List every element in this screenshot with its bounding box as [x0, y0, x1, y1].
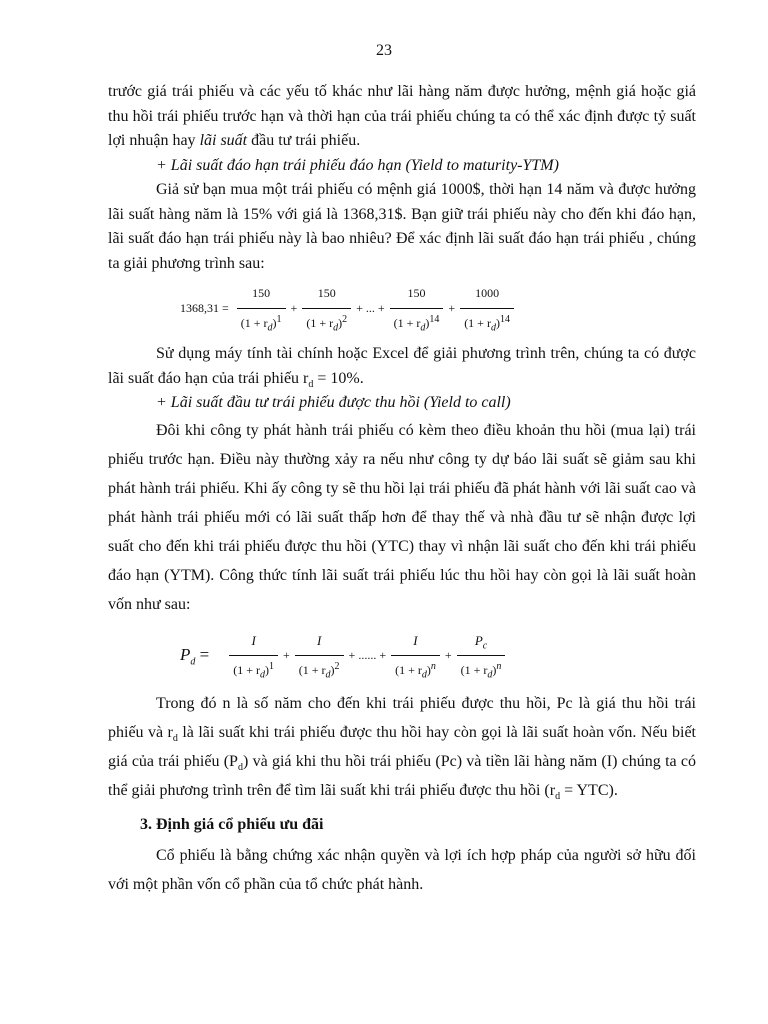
formula2-lhs: $P_d$ = [180, 645, 210, 668]
section-heading-preferred-stock: 3. Định giá cổ phiếu ưu đãi [140, 815, 324, 833]
formula2-term-3-den: $(1 + r_d)^n$ [391, 655, 440, 683]
formula2-term-3-num: I [413, 632, 418, 648]
formula1-term-3-den: $(1 + r_d)^{14}$ [390, 308, 444, 336]
formula2-plus: + [444, 648, 452, 663]
heading-ytm: + Lãi suất đáo hạn trái phiếu đáo hạn (Yield to maturity-YTM) [156, 156, 559, 174]
formula1-term-1-num: 150 [252, 286, 271, 300]
formula2-term-1-num: I [251, 632, 256, 648]
formula1-term-4-num: 1000 [475, 286, 500, 300]
intro-italic-term: lãi suất [199, 132, 248, 149]
formula2-term-2-den: $(1 + r_d)^2$ [295, 655, 344, 683]
page-number: 23 [376, 42, 392, 59]
formula2-ellipsis: + ...... + [348, 648, 387, 663]
formula1-term-3-num: 150 [407, 286, 426, 300]
formula1-term-2-num: 150 [317, 286, 336, 300]
intro-text-end: đầu tư trái phiếu. [251, 132, 361, 149]
formula2-term-3 [391, 629, 440, 683]
formula2-term-1-den: $(1 + r_d)^1$ [229, 655, 278, 683]
ytm-formula [180, 282, 696, 334]
formula1-ellipsis: + ... + [356, 300, 385, 315]
intro-text: trước giá trái phiếu và các yếu tố khác như lãi hàng năm được hưởng, mệnh giá hoặc giá thu hồi trái phiếu trước hạn và thời hạn của trái phiếu chúng ta có thể xác định được tỷ suất lợi nhuận hay [108, 83, 696, 149]
formula1-lhs: 1368,31 = [180, 300, 229, 315]
ytc-paragraph: Đôi khi công ty phát hành trái phiếu có kèm theo điều khoản thu hồi (mua lại) trái phiếu trước hạn. Điều này thường xảy ra nếu như công ty dự báo lãi suất sẽ giảm sau khi phát hành trái phiếu. Khi ấy công ty sẽ thu hồi lại trái phiếu đã phát hành với lãi suất cao và phát hành trái phiếu mới có lãi suất thấp hơn để thay thế và nhà đầu tư sẽ nhận được lợi suất cho đến khi trái phiếu được thu hồi (YTC) thay vì nhận lãi suất cho đến khi trái phiếu đáo hạn (YTM). Công thức tính lãi suất trái phiếu lúc thu hồi hay còn gọi là lãi suất hoàn vốn như sau: [108, 421, 696, 613]
formula1-term-4 [460, 281, 514, 335]
formula1-term-3 [390, 281, 444, 335]
formula2-term-2-num: I [316, 632, 322, 648]
intro-paragraph [108, 80, 696, 154]
ytc-explanation-paragraph: Trong đó n là số năm cho đến khi trái phiếu được thu hồi, Pc là giá thu hồi trái phiếu và $r_d$ là lãi suất khi trái phiếu được thu hồi hay còn gọi là lãi suất hoàn vốn. Nếu biết giá của trái phiếu $(P_d)$ và giá khi thu hồi trái phiếu (Pc) và tiền lãi hàng năm (I) chúng ta có thể giải phương trình trên để tìm lãi suất khi trái phiếu được thu hồi $(r_d = YTC)$. [108, 694, 697, 802]
formula1-plus: + [448, 300, 456, 315]
formula1-plus: + [290, 300, 298, 315]
formula2-term-4-den: $(1 + r_d)^n$ [457, 655, 506, 683]
preferred-stock-paragraph: Cổ phiếu là bằng chứng xác nhận quyền và lợi ích hợp pháp của người sở hữu đối với một phần vốn cổ phần của tổ chức phát hành. [108, 847, 696, 893]
formula1-term-4-den: $(1 + r_d)^{14}$ [460, 308, 514, 336]
formula1-term-2 [302, 281, 351, 335]
formula1-term-2-den: $(1 + r_d)^2$ [302, 308, 351, 336]
formula2-term-2 [295, 629, 344, 683]
ytm-paragraph: Giả sử bạn mua một trái phiếu có mệnh giá 1000$, thời hạn 14 năm và được hưởng lãi suất hàng năm là 15% với giá là 1368,31$. Bạn giữ trái phiếu này cho đến khi đáo hạn, lãi suất đáo hạn trái phiếu này là bao nhiêu? Để xác định lãi suất đáo hạn trái phiếu , chúng ta giải phương trình sau: [108, 181, 696, 272]
formula1-term-1-den: $(1 + r_d)^1$ [237, 308, 286, 336]
ytm-result-paragraph: Sử dụng máy tính tài chính hoặc Excel để giải phương trình trên, chúng ta có được lãi suất đáo hạn của trái phiếu $r_d = 10\%$. [108, 345, 696, 390]
page-content [108, 80, 696, 899]
formula2-term-4-num: $P_c$ [474, 632, 488, 652]
formula1-term-1 [237, 281, 286, 335]
formula2-term-4 [457, 629, 506, 683]
formula2-term-1 [229, 629, 278, 683]
ytc-formula [180, 629, 696, 683]
formula2-plus: + [283, 648, 290, 663]
heading-ytc: + Lãi suất đầu tư trái phiếu được thu hồi (Yield to call) [156, 394, 511, 411]
